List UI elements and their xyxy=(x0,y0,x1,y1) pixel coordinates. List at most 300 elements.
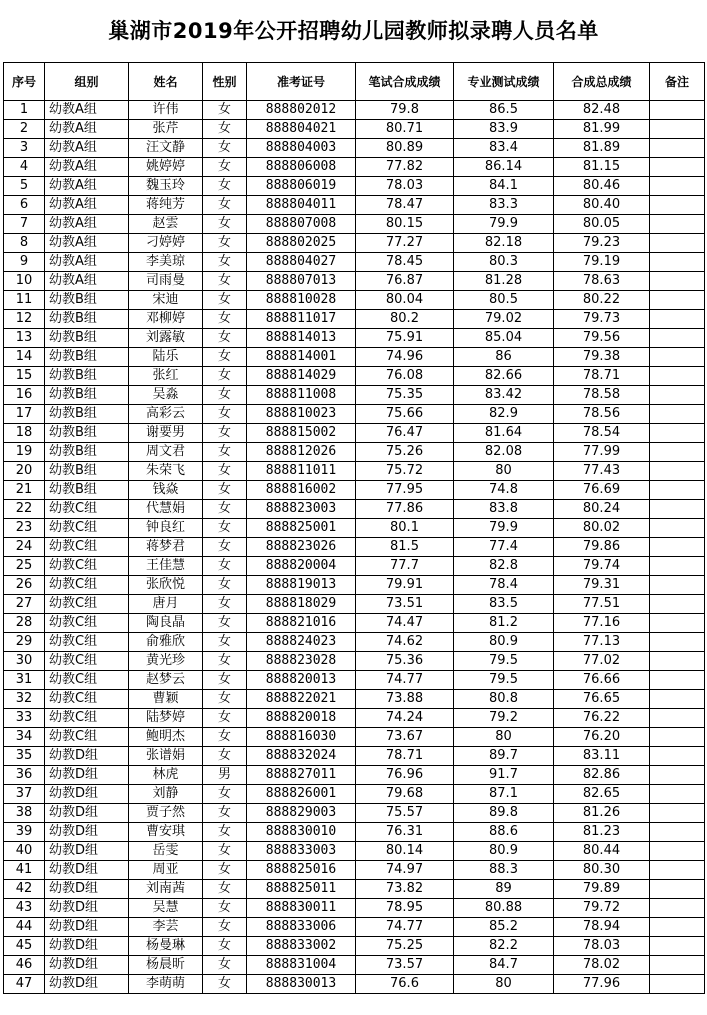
col-exam-id-cell: 888832024 xyxy=(247,747,356,766)
col-remark-cell xyxy=(650,956,705,975)
col-remark-cell xyxy=(650,329,705,348)
col-group-cell: 幼教A组 xyxy=(45,101,129,120)
table-row xyxy=(4,158,705,177)
col-written-score-cell: 77.7 xyxy=(356,557,454,576)
col-total-score-cell: 80.22 xyxy=(554,291,650,310)
col-skill-score-cell: 80 xyxy=(454,462,554,481)
col-index-cell: 46 xyxy=(4,956,45,975)
col-exam-id-cell: 888829003 xyxy=(247,804,356,823)
col-group-cell: 幼教B组 xyxy=(45,310,129,329)
col-index-cell: 24 xyxy=(4,538,45,557)
col-group-cell: 幼教C组 xyxy=(45,690,129,709)
col-group-cell: 幼教C组 xyxy=(45,652,129,671)
col-total-score-cell: 78.03 xyxy=(554,937,650,956)
table-row xyxy=(4,614,705,633)
col-skill-score-cell: 91.7 xyxy=(454,766,554,785)
col-gender-cell: 女 xyxy=(203,880,247,899)
col-remark-cell xyxy=(650,291,705,310)
col-skill-score-cell: 89 xyxy=(454,880,554,899)
table-row xyxy=(4,728,705,747)
table-row xyxy=(4,899,705,918)
col-index-cell: 19 xyxy=(4,443,45,462)
col-exam-id-cell: 888810023 xyxy=(247,405,356,424)
col-gender-cell: 女 xyxy=(203,937,247,956)
col-group-cell: 幼教B组 xyxy=(45,443,129,462)
col-written-score-cell: 80.15 xyxy=(356,215,454,234)
col-gender-cell: 女 xyxy=(203,538,247,557)
table-row xyxy=(4,139,705,158)
table-row xyxy=(4,348,705,367)
col-index-cell: 36 xyxy=(4,766,45,785)
col-exam-id-cell: 888806019 xyxy=(247,177,356,196)
col-exam-id-cell: 888804003 xyxy=(247,139,356,158)
col-exam-id-cell: 888816030 xyxy=(247,728,356,747)
col-name-cell: 周亚 xyxy=(129,861,203,880)
col-written-score-cell: 74.97 xyxy=(356,861,454,880)
col-gender-cell: 女 xyxy=(203,500,247,519)
col-written-score-cell: 77.86 xyxy=(356,500,454,519)
col-name-cell: 钟良红 xyxy=(129,519,203,538)
col-gender-cell: 女 xyxy=(203,785,247,804)
col-remark-cell xyxy=(650,785,705,804)
table-row xyxy=(4,101,705,120)
col-skill-score-cell: 83.4 xyxy=(454,139,554,158)
col-gender-cell: 女 xyxy=(203,196,247,215)
col-skill-score-cell: 83.9 xyxy=(454,120,554,139)
col-remark-cell xyxy=(650,310,705,329)
table-row xyxy=(4,880,705,899)
col-exam-id-cell: 888811011 xyxy=(247,462,356,481)
col-total-score-cell: 83.11 xyxy=(554,747,650,766)
col-written-score-cell: 77.27 xyxy=(356,234,454,253)
col-name-cell: 陆梦婷 xyxy=(129,709,203,728)
col-remark-cell xyxy=(650,405,705,424)
col-exam-id-cell: 888825001 xyxy=(247,519,356,538)
col-index-cell: 41 xyxy=(4,861,45,880)
col-index-cell: 14 xyxy=(4,348,45,367)
col-exam-id-cell: 888806008 xyxy=(247,158,356,177)
col-index-cell: 18 xyxy=(4,424,45,443)
table-row xyxy=(4,196,705,215)
col-written-score-cell: 78.71 xyxy=(356,747,454,766)
col-name-cell: 杨晨昕 xyxy=(129,956,203,975)
col-group-cell: 幼教B组 xyxy=(45,367,129,386)
table-row xyxy=(4,937,705,956)
col-written-score-cell: 78.95 xyxy=(356,899,454,918)
col-skill-score-cell: 80 xyxy=(454,975,554,994)
table-row xyxy=(4,918,705,937)
table-body xyxy=(4,101,705,994)
col-group-cell: 幼教D组 xyxy=(45,823,129,842)
col-exam-id-cell: 888825011 xyxy=(247,880,356,899)
col-group-cell: 幼教A组 xyxy=(45,177,129,196)
col-total-score-cell: 79.89 xyxy=(554,880,650,899)
col-gender-cell: 女 xyxy=(203,177,247,196)
col-exam-id-cell: 888822021 xyxy=(247,690,356,709)
col-name-cell: 钱焱 xyxy=(129,481,203,500)
col-total-score-cell: 76.20 xyxy=(554,728,650,747)
table-row xyxy=(4,310,705,329)
table-row xyxy=(4,861,705,880)
col-remark-cell xyxy=(650,899,705,918)
col-remark-cell xyxy=(650,690,705,709)
col-total-score-cell: 79.56 xyxy=(554,329,650,348)
col-name-cell: 林虎 xyxy=(129,766,203,785)
table-row xyxy=(4,709,705,728)
col-group-cell: 幼教C组 xyxy=(45,595,129,614)
col-exam-id-cell: 888820018 xyxy=(247,709,356,728)
col-written-score-cell: 76.6 xyxy=(356,975,454,994)
table-row xyxy=(4,842,705,861)
col-remark-cell xyxy=(650,595,705,614)
col-index-cell: 9 xyxy=(4,253,45,272)
col-name-cell: 李萌萌 xyxy=(129,975,203,994)
col-gender-cell: 男 xyxy=(203,766,247,785)
col-written-score-cell: 81.5 xyxy=(356,538,454,557)
col-remark-cell xyxy=(650,481,705,500)
table-row xyxy=(4,823,705,842)
col-group-cell: 幼教C组 xyxy=(45,519,129,538)
col-total-score-cell: 77.16 xyxy=(554,614,650,633)
col-gender-cell: 女 xyxy=(203,576,247,595)
header-col-index: 序号 xyxy=(4,63,45,101)
col-skill-score-cell: 80.88 xyxy=(454,899,554,918)
col-index-cell: 43 xyxy=(4,899,45,918)
col-index-cell: 17 xyxy=(4,405,45,424)
col-remark-cell xyxy=(650,386,705,405)
col-index-cell: 12 xyxy=(4,310,45,329)
col-name-cell: 刘露敏 xyxy=(129,329,203,348)
col-index-cell: 40 xyxy=(4,842,45,861)
col-skill-score-cell: 81.2 xyxy=(454,614,554,633)
col-exam-id-cell: 888802025 xyxy=(247,234,356,253)
col-name-cell: 刁婷婷 xyxy=(129,234,203,253)
col-total-score-cell: 78.71 xyxy=(554,367,650,386)
table-row xyxy=(4,975,705,994)
col-name-cell: 杨曼琳 xyxy=(129,937,203,956)
col-gender-cell: 女 xyxy=(203,120,247,139)
col-name-cell: 俞雅欣 xyxy=(129,633,203,652)
table-row xyxy=(4,177,705,196)
col-remark-cell xyxy=(650,348,705,367)
col-index-cell: 32 xyxy=(4,690,45,709)
col-total-score-cell: 80.02 xyxy=(554,519,650,538)
col-gender-cell: 女 xyxy=(203,329,247,348)
col-group-cell: 幼教A组 xyxy=(45,139,129,158)
col-total-score-cell: 77.02 xyxy=(554,652,650,671)
table-row xyxy=(4,785,705,804)
col-gender-cell: 女 xyxy=(203,348,247,367)
col-exam-id-cell: 888823003 xyxy=(247,500,356,519)
col-index-cell: 20 xyxy=(4,462,45,481)
col-exam-id-cell: 888826001 xyxy=(247,785,356,804)
col-gender-cell: 女 xyxy=(203,405,247,424)
col-skill-score-cell: 86.5 xyxy=(454,101,554,120)
col-gender-cell: 女 xyxy=(203,614,247,633)
col-group-cell: 幼教B组 xyxy=(45,386,129,405)
col-group-cell: 幼教B组 xyxy=(45,424,129,443)
col-skill-score-cell: 79.9 xyxy=(454,519,554,538)
col-name-cell: 唐月 xyxy=(129,595,203,614)
col-gender-cell: 女 xyxy=(203,443,247,462)
col-group-cell: 幼教D组 xyxy=(45,956,129,975)
col-total-score-cell: 80.44 xyxy=(554,842,650,861)
col-written-score-cell: 74.77 xyxy=(356,918,454,937)
col-index-cell: 39 xyxy=(4,823,45,842)
col-total-score-cell: 79.74 xyxy=(554,557,650,576)
col-group-cell: 幼教D组 xyxy=(45,937,129,956)
col-index-cell: 38 xyxy=(4,804,45,823)
col-written-score-cell: 74.96 xyxy=(356,348,454,367)
col-name-cell: 曹颖 xyxy=(129,690,203,709)
table-row xyxy=(4,576,705,595)
col-written-score-cell: 73.57 xyxy=(356,956,454,975)
col-gender-cell: 女 xyxy=(203,671,247,690)
col-index-cell: 22 xyxy=(4,500,45,519)
col-exam-id-cell: 888810028 xyxy=(247,291,356,310)
col-total-score-cell: 81.15 xyxy=(554,158,650,177)
col-skill-score-cell: 79.9 xyxy=(454,215,554,234)
col-skill-score-cell: 84.7 xyxy=(454,956,554,975)
header-col-exam-id: 准考证号 xyxy=(247,63,356,101)
col-group-cell: 幼教A组 xyxy=(45,272,129,291)
col-skill-score-cell: 82.18 xyxy=(454,234,554,253)
header-col-total-score: 合成总成绩 xyxy=(554,63,650,101)
col-exam-id-cell: 888814001 xyxy=(247,348,356,367)
col-exam-id-cell: 888821016 xyxy=(247,614,356,633)
col-total-score-cell: 77.13 xyxy=(554,633,650,652)
col-group-cell: 幼教D组 xyxy=(45,880,129,899)
col-skill-score-cell: 80.9 xyxy=(454,842,554,861)
col-gender-cell: 女 xyxy=(203,633,247,652)
col-gender-cell: 女 xyxy=(203,253,247,272)
col-remark-cell xyxy=(650,253,705,272)
table-row xyxy=(4,633,705,652)
col-skill-score-cell: 77.4 xyxy=(454,538,554,557)
col-group-cell: 幼教B组 xyxy=(45,329,129,348)
col-name-cell: 张红 xyxy=(129,367,203,386)
col-gender-cell: 女 xyxy=(203,215,247,234)
col-total-score-cell: 77.43 xyxy=(554,462,650,481)
col-skill-score-cell: 85.04 xyxy=(454,329,554,348)
col-remark-cell xyxy=(650,158,705,177)
col-name-cell: 宋迪 xyxy=(129,291,203,310)
col-index-cell: 21 xyxy=(4,481,45,500)
col-written-score-cell: 73.88 xyxy=(356,690,454,709)
col-group-cell: 幼教C组 xyxy=(45,728,129,747)
col-exam-id-cell: 888804011 xyxy=(247,196,356,215)
col-index-cell: 42 xyxy=(4,880,45,899)
col-written-score-cell: 79.68 xyxy=(356,785,454,804)
col-index-cell: 28 xyxy=(4,614,45,633)
page-title: 巢湖市2019年公开招聘幼儿园教师拟录聘人员名单 xyxy=(108,19,599,43)
col-exam-id-cell: 888804021 xyxy=(247,120,356,139)
col-written-score-cell: 73.51 xyxy=(356,595,454,614)
col-group-cell: 幼教C组 xyxy=(45,538,129,557)
col-gender-cell: 女 xyxy=(203,481,247,500)
col-total-score-cell: 78.58 xyxy=(554,386,650,405)
col-skill-score-cell: 78.4 xyxy=(454,576,554,595)
table-row xyxy=(4,329,705,348)
col-written-score-cell: 75.36 xyxy=(356,652,454,671)
table-row xyxy=(4,120,705,139)
table-row xyxy=(4,652,705,671)
col-skill-score-cell: 84.1 xyxy=(454,177,554,196)
col-skill-score-cell: 79.5 xyxy=(454,652,554,671)
col-total-score-cell: 78.56 xyxy=(554,405,650,424)
col-remark-cell xyxy=(650,177,705,196)
table-row xyxy=(4,956,705,975)
col-gender-cell: 女 xyxy=(203,557,247,576)
table-row xyxy=(4,215,705,234)
col-total-score-cell: 79.31 xyxy=(554,576,650,595)
col-total-score-cell: 81.89 xyxy=(554,139,650,158)
col-written-score-cell: 79.91 xyxy=(356,576,454,595)
col-written-score-cell: 80.71 xyxy=(356,120,454,139)
col-skill-score-cell: 80.9 xyxy=(454,633,554,652)
col-group-cell: 幼教D组 xyxy=(45,861,129,880)
col-name-cell: 王佳慧 xyxy=(129,557,203,576)
col-written-score-cell: 77.82 xyxy=(356,158,454,177)
col-name-cell: 吴慧 xyxy=(129,899,203,918)
col-exam-id-cell: 888802012 xyxy=(247,101,356,120)
col-exam-id-cell: 888831004 xyxy=(247,956,356,975)
col-index-cell: 13 xyxy=(4,329,45,348)
col-name-cell: 许伟 xyxy=(129,101,203,120)
col-index-cell: 6 xyxy=(4,196,45,215)
col-total-score-cell: 78.54 xyxy=(554,424,650,443)
col-group-cell: 幼教D组 xyxy=(45,918,129,937)
col-exam-id-cell: 888830010 xyxy=(247,823,356,842)
col-total-score-cell: 82.86 xyxy=(554,766,650,785)
col-gender-cell: 女 xyxy=(203,804,247,823)
col-skill-score-cell: 86 xyxy=(454,348,554,367)
col-remark-cell xyxy=(650,196,705,215)
col-gender-cell: 女 xyxy=(203,918,247,937)
col-skill-score-cell: 83.3 xyxy=(454,196,554,215)
col-exam-id-cell: 888830011 xyxy=(247,899,356,918)
col-skill-score-cell: 88.3 xyxy=(454,861,554,880)
col-skill-score-cell: 80.3 xyxy=(454,253,554,272)
col-remark-cell xyxy=(650,728,705,747)
col-exam-id-cell: 888812026 xyxy=(247,443,356,462)
col-gender-cell: 女 xyxy=(203,424,247,443)
col-gender-cell: 女 xyxy=(203,652,247,671)
col-gender-cell: 女 xyxy=(203,975,247,994)
col-remark-cell xyxy=(650,500,705,519)
col-gender-cell: 女 xyxy=(203,101,247,120)
col-total-score-cell: 81.99 xyxy=(554,120,650,139)
col-index-cell: 44 xyxy=(4,918,45,937)
col-skill-score-cell: 81.28 xyxy=(454,272,554,291)
col-remark-cell xyxy=(650,880,705,899)
col-group-cell: 幼教B组 xyxy=(45,405,129,424)
col-gender-cell: 女 xyxy=(203,595,247,614)
col-skill-score-cell: 86.14 xyxy=(454,158,554,177)
col-group-cell: 幼教A组 xyxy=(45,196,129,215)
col-index-cell: 35 xyxy=(4,747,45,766)
col-group-cell: 幼教D组 xyxy=(45,842,129,861)
col-remark-cell xyxy=(650,842,705,861)
col-remark-cell xyxy=(650,462,705,481)
col-exam-id-cell: 888823028 xyxy=(247,652,356,671)
col-name-cell: 周文君 xyxy=(129,443,203,462)
col-index-cell: 34 xyxy=(4,728,45,747)
col-skill-score-cell: 87.1 xyxy=(454,785,554,804)
col-gender-cell: 女 xyxy=(203,747,247,766)
col-name-cell: 吴淼 xyxy=(129,386,203,405)
col-index-cell: 25 xyxy=(4,557,45,576)
col-group-cell: 幼教C组 xyxy=(45,671,129,690)
col-skill-score-cell: 79.2 xyxy=(454,709,554,728)
col-exam-id-cell: 888814029 xyxy=(247,367,356,386)
col-total-score-cell: 80.40 xyxy=(554,196,650,215)
header-row xyxy=(4,63,705,101)
col-remark-cell xyxy=(650,557,705,576)
col-remark-cell xyxy=(650,519,705,538)
col-exam-id-cell: 888827011 xyxy=(247,766,356,785)
header-col-name: 姓名 xyxy=(129,63,203,101)
table-row xyxy=(4,462,705,481)
table-row xyxy=(4,671,705,690)
col-name-cell: 姚婷婷 xyxy=(129,158,203,177)
col-remark-cell xyxy=(650,576,705,595)
col-remark-cell xyxy=(650,861,705,880)
col-name-cell: 高彩云 xyxy=(129,405,203,424)
col-written-score-cell: 76.47 xyxy=(356,424,454,443)
col-gender-cell: 女 xyxy=(203,842,247,861)
col-name-cell: 李美琼 xyxy=(129,253,203,272)
col-exam-id-cell: 888823026 xyxy=(247,538,356,557)
col-index-cell: 27 xyxy=(4,595,45,614)
table-row xyxy=(4,272,705,291)
col-index-cell: 45 xyxy=(4,937,45,956)
col-written-score-cell: 74.47 xyxy=(356,614,454,633)
col-total-score-cell: 80.05 xyxy=(554,215,650,234)
col-index-cell: 31 xyxy=(4,671,45,690)
col-index-cell: 29 xyxy=(4,633,45,652)
col-remark-cell xyxy=(650,120,705,139)
col-written-score-cell: 75.25 xyxy=(356,937,454,956)
col-exam-id-cell: 888815002 xyxy=(247,424,356,443)
col-total-score-cell: 80.30 xyxy=(554,861,650,880)
col-gender-cell: 女 xyxy=(203,861,247,880)
col-exam-id-cell: 888816002 xyxy=(247,481,356,500)
col-written-score-cell: 76.96 xyxy=(356,766,454,785)
col-group-cell: 幼教C组 xyxy=(45,633,129,652)
col-group-cell: 幼教B组 xyxy=(45,348,129,367)
header-col-remark: 备注 xyxy=(650,63,705,101)
col-remark-cell xyxy=(650,937,705,956)
col-group-cell: 幼教B组 xyxy=(45,462,129,481)
table-row xyxy=(4,690,705,709)
col-group-cell: 幼教D组 xyxy=(45,804,129,823)
col-group-cell: 幼教D组 xyxy=(45,785,129,804)
col-skill-score-cell: 80 xyxy=(454,728,554,747)
col-index-cell: 30 xyxy=(4,652,45,671)
col-remark-cell xyxy=(650,975,705,994)
col-exam-id-cell: 888807013 xyxy=(247,272,356,291)
col-group-cell: 幼教D组 xyxy=(45,747,129,766)
col-remark-cell xyxy=(650,424,705,443)
table-row xyxy=(4,500,705,519)
table-row xyxy=(4,386,705,405)
col-exam-id-cell: 888833003 xyxy=(247,842,356,861)
col-written-score-cell: 76.87 xyxy=(356,272,454,291)
col-written-score-cell: 74.24 xyxy=(356,709,454,728)
col-written-score-cell: 74.62 xyxy=(356,633,454,652)
col-group-cell: 幼教C组 xyxy=(45,576,129,595)
